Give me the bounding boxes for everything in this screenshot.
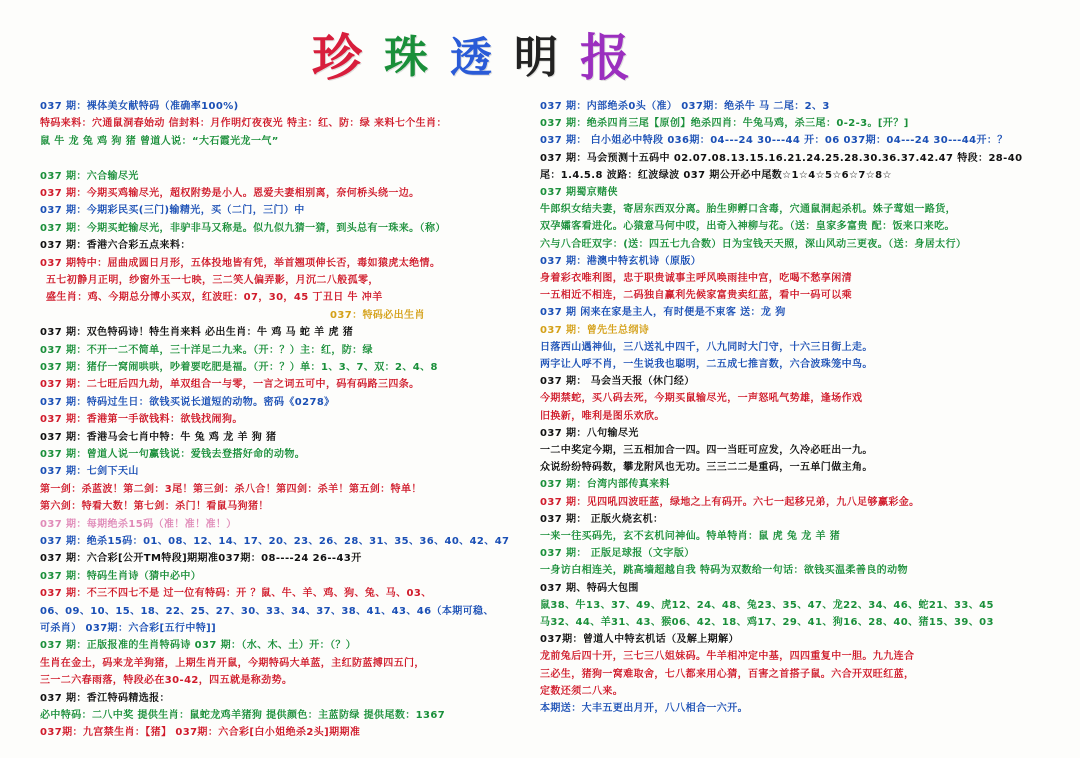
left-column-line: 037 期：香港六合彩五点来料： — [40, 240, 191, 252]
left-column-line: 037 期：特码生肖诗（猜中必中） — [40, 570, 202, 582]
right-column-line: 037 期： 马会当天报（休门经） — [540, 376, 695, 388]
right-column-line: 身着彩衣唯利图，忠于职贵诚事主呼风唤雨挂中宫，吃喝不愁享闲清 — [540, 273, 852, 284]
left-column-line: 037 期：猪仔一窝闹哄哄，吵着要吃肥是福。（开：？）单：1、3、7、双：2、4、8 — [40, 362, 438, 373]
right-column-line: 037 期蜀京赌侠 — [540, 187, 618, 198]
right-column-line: 两字让人呼不肖，一生说我也聪明，二五成七推言数，六合波珠笼中鸟。 — [540, 359, 873, 370]
left-column-line: 037 期：裸体美女献特码（准确率100%) — [40, 101, 239, 112]
right-column-line: 六与八合旺双字：(送：四五七九合数）日为宝钱天天照，深山风动三更夜。（送：身居太行） — [540, 238, 967, 250]
right-column-line: 037 期： 正版火烧玄机： — [540, 513, 664, 525]
left-column-line: 037 期：二七旺后四九劫，单双组合一与零，一言之词五可中，码有码路三四条。 — [40, 379, 420, 391]
right-column-line: 037 期：马会预测十五码中 02.07.08.13.15.16.21.24.25.28.30.36.37.42.47 特段：28-40 — [540, 152, 1023, 164]
left-column-line: 037 期：今期买鸡输尽光，超权附势是小人。恩爱夫妻相别离，奈何桥头绕一边。 — [40, 188, 420, 199]
right-column-line: 鼠38、牛13、37、49、虎12、24、48、兔23、35、47、龙22、34、46、蛇21、33、45 — [540, 599, 994, 611]
right-column-line: 一来一往买码先，玄不玄机问神仙。特单特肖：鼠 虎 兔 龙 羊 猪 — [540, 531, 841, 542]
left-column-line: 037 期：六合输尽光 — [40, 170, 139, 182]
right-column-line: 037 期：见四吼四波旺蓝，绿地之上有码开。六七一起移兄弟，九八足够赢彩金。 — [540, 496, 920, 508]
title-char-1: 珍 — [312, 28, 364, 87]
right-column-line: 三必生，猪狗一窝难取舍，七八都来用心猜，百害之首搭子鼠。六合开双旺红蓝， — [540, 668, 915, 680]
left-column-line: 037 期：不开一二不简单，三十洋足二九来。（开：？）主：红，防：绿 — [40, 344, 373, 356]
right-column-line: 037 期、特码大包围 — [540, 582, 639, 594]
right-column-line: 037 期 闲来在家是主人，有时便是不束客 送：龙 狗 — [540, 307, 786, 319]
left-column-line: 037 期：香江特码精选报： — [40, 692, 170, 704]
left-column-line: 鼠 牛 龙 兔 鸡 狗 猪 曾道人说：“大石霞光龙一气” — [40, 135, 279, 147]
right-column-line: 牛郎织女结夫妻，寄居东西双分离。胎生卵孵口含毒，穴通鼠洞起杀机。姝子莺姐一路货， — [540, 204, 956, 216]
left-column-line: 037 期：每期绝杀15码（准！准！准！） — [40, 518, 237, 530]
title-char-2: 珠 — [384, 32, 430, 83]
right-column-line: 037 期：曾先生总纲诗 — [540, 324, 650, 336]
right-column-line: 037 期：绝杀四肖三尾【原创】绝杀四肖：牛兔马鸡，杀三尾：0-2-3。[开？] — [540, 118, 909, 130]
left-column-line: 037 期：正版报准的生肖特码诗 037 期：（水、木、土）开：（？） — [40, 640, 357, 652]
title-char-3: 透 — [450, 33, 495, 82]
left-column-line: 037 期特中：屈曲成圆日月形，五体投地皆有凭，举首翘项伸长否，毒如猿虎太绝情。 — [40, 257, 441, 269]
right-column-line: 双孕孀客看进化。心猿意马何中哎，出奇入神柳与花。（送：皇家多富贵 配：饭来口来吃。 — [540, 221, 955, 233]
left-column-line: 037 期：六合彩[公开TM特段]期期准037期：08----24 26--43开 — [40, 553, 362, 565]
left-column-line: 037 期：香港第一手欲钱料：欲钱找闹狗。 — [40, 414, 243, 426]
left-column — [40, 0, 570, 758]
left-column-line: 037 期：今期彩民买(三门)输精光，买（二门，三门）中 — [40, 205, 305, 217]
left-column-line: 06、09、10、15、18、22、25、27、30、33、34、37、38、41、43、46（本期可稳、 — [40, 605, 494, 617]
right-column-line: 一身访白相连关，跳高墙超越自我 特码为双数给一句话：欲钱买温柔善良的动物 — [540, 565, 908, 577]
left-column-line: 必中特码：二八中奖 提供生肖：鼠蛇龙鸡羊猪狗 提供颜色：主蓝防绿 提供尾数：1367 — [40, 710, 446, 721]
left-column-line: 037：特码必出生肖 — [330, 309, 425, 321]
left-column-line: 037 期：双色特码诗！特生肖来料 必出生肖：牛 鸡 马 蛇 羊 虎 猪 — [40, 327, 354, 339]
left-column-line: 037 期：不三不四七不是 过一位有特码：开 ？鼠、牛、羊、鸡、狗、兔、马、03、 — [40, 588, 432, 600]
right-column-line: 今期禁蛇，买八码去死，今期买鼠输尽光，一声怒吼气势雄，逢场作戏 — [540, 393, 863, 405]
right-column — [540, 0, 1060, 758]
right-column-line: 037期：曾道人中特玄机话（及解上期解） — [540, 634, 739, 646]
left-column-line: 037 期：今期买蛇输尽光，非驴非马又称是。似九似九猜一猜，到头总有一珠来。（称） — [40, 222, 446, 234]
right-column-line: 一二中奖定今期，三五相加合一四。四一当旺可应发，久冷必旺出一九。 — [540, 445, 873, 456]
left-column-line: 三一二六春雨落，特段必在30-42，四五就是称劲势。 — [40, 675, 293, 687]
left-column-line: 037 期：特码过生日：欲钱买说长道短的动物。密码《0278》 — [40, 396, 335, 408]
right-column-line: 一五相近不相连，二码独自赢利先候家富贵卖红蓝，看中一码可以乘 — [540, 290, 852, 302]
right-column-line: 日落西山遇神仙，三八送礼中四千，八九同时大门守，十六三日街上走。 — [540, 341, 873, 353]
right-column-line: 尾：1.4.5.8 波路：红波绿波 037 期公开必中尾数☆1☆4☆5☆6☆7☆8☆ — [540, 169, 892, 181]
left-column-line: 037 期：绝杀15码：01、08、12、14、17、20、23、26、28、31、35、36、40、42、47 — [40, 536, 510, 547]
right-column-line: 037 期： 正版足球报（文字版） — [540, 548, 695, 560]
right-column-line: 众说纷纷特码数，攀龙附风也无功。三三二二是重码，一五单门做主角。 — [540, 462, 873, 474]
right-column-line: 037 期：内部绝杀0头（准） 037期：绝杀牛 马 二尾：2、3 — [540, 101, 830, 112]
right-column-line: 旧换新，唯利是图乐欢欣。 — [540, 410, 665, 422]
left-column-line: 037期：九宫禁生肖：【猪】 037期：六合彩[白小姐绝杀2头]期期准 — [40, 727, 361, 739]
left-column-line: 第一剑：杀蓝波！第二剑：3尾！第三剑：杀八合！第四剑：杀羊！第五剑：特单！ — [40, 483, 422, 495]
right-column-line: 037 期：八句输尽光 — [540, 427, 639, 439]
right-column-line: 定数还须二八来。 — [540, 685, 624, 697]
left-column-line: 第六剑：特看大数！第七剑：杀门！看鼠马狗猪！ — [40, 501, 269, 513]
right-column-line: 本期送：大丰五更出月开，八八相合一六开。 — [540, 703, 748, 714]
title-char-5: 报 — [580, 28, 633, 87]
title-char-4: 明 — [514, 32, 561, 83]
right-column-line: 037 期：台湾内部传真来料 — [540, 479, 670, 491]
left-column-line: 037 期：香港马会七肖中特：牛 兔 鸡 龙 羊 狗 猪 — [40, 431, 277, 443]
left-column-line: 生肖在金土，码来龙羊狗猪，上期生肖开鼠，今期特码大单蓝，主红防蓝搏四五门， — [40, 657, 425, 669]
right-column-line: 龙前兔后四十开，三七三八姐妹码。牛羊相冲定中基，四四重复中一胆。九九连合 — [540, 651, 915, 663]
left-column-line: 特码来料：穴通鼠洞春始动 信封料：月作明灯夜夜光 特主：红、防：绿 来料七个生肖： — [40, 118, 447, 130]
left-column-line: 可杀肖） 037期：六合彩[五行中特]] — [40, 623, 217, 634]
left-column-line: 盛生肖：鸡、今期总分博小买双，红波旺：07，30，45 丁丑日 牛 冲羊 — [46, 292, 383, 304]
left-column-line: 五七初静月正明，纱窗外玉一七映，三二笑人偏弄影，月沉二八般孤零， — [46, 275, 379, 286]
left-column-line: 037 期：七剑下天山 — [40, 466, 139, 478]
right-column-line: 037 期：港澳中特玄机诗（原版） — [540, 255, 702, 267]
left-column-line: 037 期：曾道人说一句赢钱说：爱钱去登搭好命的动物。 — [40, 449, 306, 460]
right-column-line: 马32、44、羊31、43、猴06、42、18、鸡17、29、41、狗16、28、40、猪15、39、03 — [540, 617, 994, 628]
right-column-line: 037 期： 白小姐必中特段 036期：04---24 30---44 开：06 037期：04---24 30---44开：？ — [540, 135, 1008, 147]
